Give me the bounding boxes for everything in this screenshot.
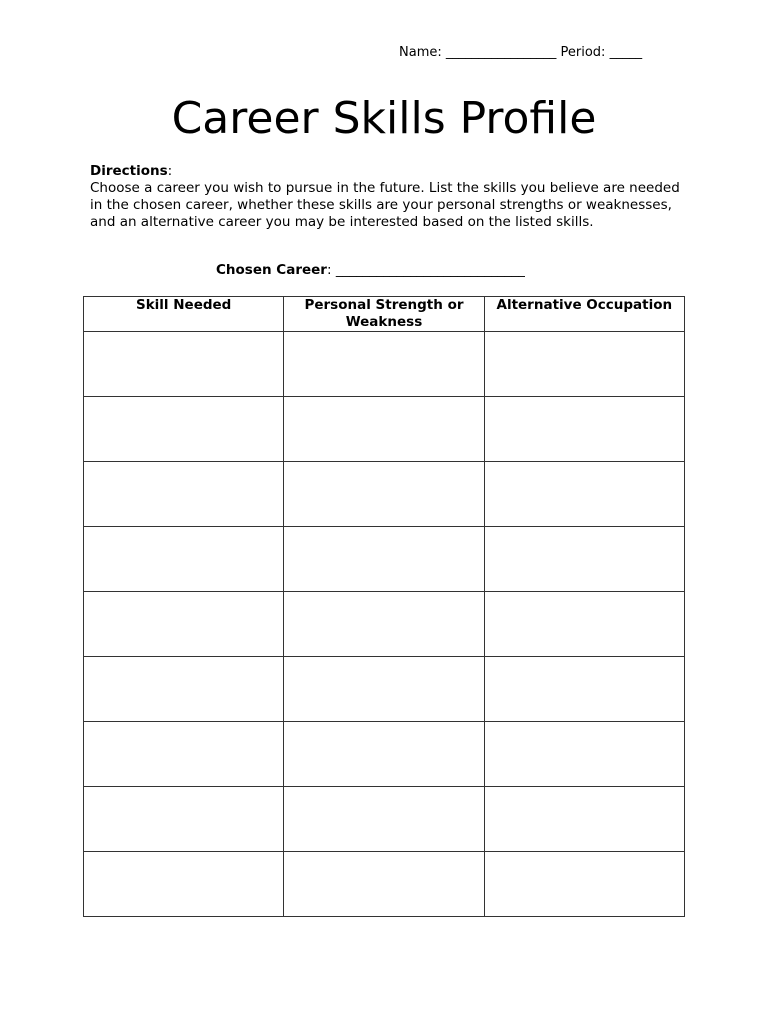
page-title: Career Skills Profile [171,93,597,144]
chosen-career-field[interactable]: ____________________________ [335,262,525,278]
header-alternative-occupation: Alternative Occupation [484,297,684,332]
skill-cell[interactable] [84,657,284,722]
directions-colon: : [167,163,173,179]
header-strength-weakness: Personal Strength or Weakness [284,297,484,332]
table-row [84,462,685,527]
table-header-row [84,297,685,332]
skill-cell[interactable] [84,722,284,787]
table-row [84,332,685,397]
table-row [84,397,685,462]
chosen-career-label: Chosen Career [216,262,327,278]
period-label: Period: [560,45,606,60]
name-period-line [399,45,642,60]
directions-block [90,163,680,231]
alternative-occupation-cell[interactable] [484,397,684,462]
strength-weakness-cell[interactable] [284,787,484,852]
table-row [84,527,685,592]
strength-weakness-cell[interactable] [284,592,484,657]
strength-weakness-cell[interactable] [284,527,484,592]
chosen-career-line [216,262,525,278]
skills-table [83,296,685,917]
skill-cell[interactable] [84,462,284,527]
name-field[interactable]: _________________ [445,45,557,60]
table-row [84,787,685,852]
skill-cell[interactable] [84,397,284,462]
chosen-career-colon: : [326,262,332,278]
skill-cell[interactable] [84,527,284,592]
table-row [84,592,685,657]
strength-weakness-cell[interactable] [284,397,484,462]
header-skill-needed: Skill Needed [84,297,284,332]
alternative-occupation-cell[interactable] [484,592,684,657]
table-row [84,722,685,787]
alternative-occupation-cell[interactable] [484,527,684,592]
directions-text: Choose a career you wish to pursue in the future. List the skills you believe are needed in the chosen career, whether these skills are your personal strengths or weaknesses, and an alternative career you may be interested based on the listed skills. [90,180,680,230]
alternative-occupation-cell[interactable] [484,722,684,787]
directions-label: Directions [90,163,168,179]
alternative-occupation-cell[interactable] [484,332,684,397]
table-row [84,657,685,722]
alternative-occupation-cell[interactable] [484,787,684,852]
skill-cell[interactable] [84,332,284,397]
skill-cell[interactable] [84,592,284,657]
period-field[interactable]: _____ [609,45,643,60]
table-row [84,852,685,917]
strength-weakness-cell[interactable] [284,722,484,787]
strength-weakness-cell[interactable] [284,332,484,397]
name-label: Name: [399,45,442,60]
alternative-occupation-cell[interactable] [484,462,684,527]
skill-cell[interactable] [84,852,284,917]
alternative-occupation-cell[interactable] [484,657,684,722]
strength-weakness-cell[interactable] [284,657,484,722]
skill-cell[interactable] [84,787,284,852]
strength-weakness-cell[interactable] [284,852,484,917]
strength-weakness-cell[interactable] [284,462,484,527]
alternative-occupation-cell[interactable] [484,852,684,917]
